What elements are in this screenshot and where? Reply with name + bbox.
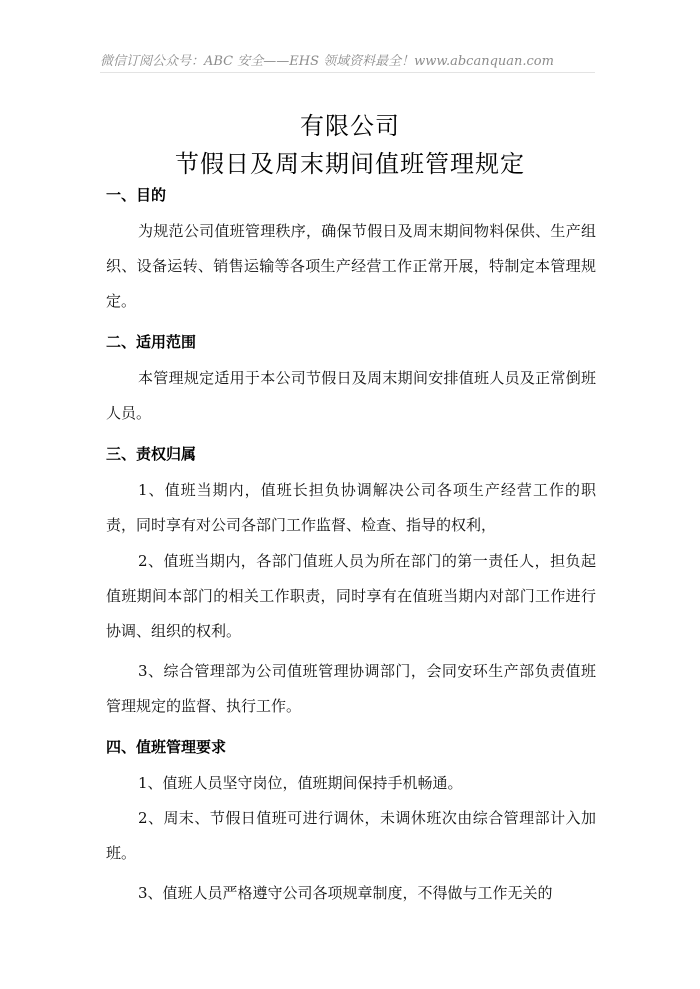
header-divider (100, 72, 595, 73)
section-paragraph: 本管理规定适用于本公司节假日及周末期间安排值班人员及正常倒班人员。 (106, 369, 596, 422)
section-paragraph: 1、值班当期内，值班长担负协调解决公司各项生产经营工作的职责，同时享有对公司各部门工作监督、检查、指导的权利， (106, 481, 596, 534)
section-paragraph: 3、值班人员严格遵守公司各项规章制度，不得做与工作无关的 (138, 884, 553, 902)
section-heading-responsibility: 三、责权归属 (106, 445, 197, 463)
section-paragraph: 为规范公司值班管理秩序，确保节假日及周末期间物料保供、生产组织、设备运转、销售运输等各项生产经营工作正常开展，特制定本管理规定。 (106, 222, 596, 310)
section-heading-scope: 二、适用范围 (106, 333, 197, 351)
section-heading-requirements: 四、值班管理要求 (106, 738, 227, 756)
section-heading-purpose: 一、目的 (106, 186, 167, 204)
section-paragraph: 3、综合管理部为公司值班管理协调部门，会同安环生产部负责值班管理规定的监督、执行工作。 (106, 662, 596, 715)
company-name: 有限公司 (300, 112, 400, 140)
page-header-watermark: 微信订阅公众号：ABC 安全——EHS 领域资料最全！www.abcanquan.com (100, 54, 554, 69)
document-title: 节假日及周末期间值班管理规定 (175, 150, 525, 178)
section-paragraph: 2、周末、节假日值班可进行调休，未调休班次由综合管理部计入加班。 (106, 809, 596, 862)
section-paragraph: 1、值班人员坚守岗位，值班期间保持手机畅通。 (138, 774, 463, 792)
section-paragraph: 2、值班当期内，各部门值班人员为所在部门的第一责任人，担负起值班期间本部门的相关工作职责，同时享有在值班当期内对部门工作进行协调、组织的权利。 (106, 552, 596, 640)
